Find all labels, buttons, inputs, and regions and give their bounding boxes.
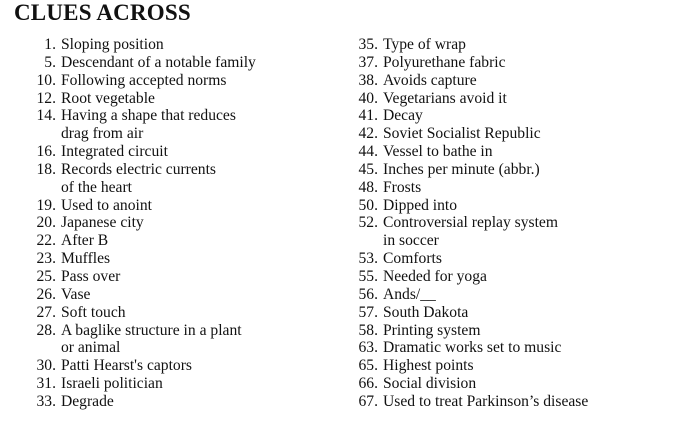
clue-item (24, 322, 342, 340)
clue-number: 28. (36, 321, 56, 339)
clue-item (346, 393, 666, 411)
clue-number: 52. (358, 214, 378, 232)
clue-item (346, 125, 666, 143)
clue-number: 48. (358, 178, 378, 196)
clue-item (346, 107, 666, 125)
clue-number: 20. (36, 214, 56, 232)
clue-item (346, 54, 666, 72)
clue-item (24, 161, 342, 179)
clue-item (24, 268, 342, 286)
clue-item (346, 250, 666, 268)
clue-number: 31. (36, 375, 56, 393)
clue-text: Polyurethane fabric (383, 53, 506, 71)
clue-item (24, 197, 342, 215)
clue-text: A baglike structure in a plant (61, 321, 242, 339)
clue-text: Japanese city (61, 214, 144, 232)
clue-item (24, 357, 342, 375)
clue-item (24, 54, 342, 72)
clue-text: Soft touch (61, 303, 126, 321)
clue-text: Used to treat Parkinson’s disease (383, 392, 589, 410)
clue-text: Root vegetable (61, 89, 155, 107)
clue-item (346, 161, 666, 179)
clue-number: 66. (358, 375, 378, 393)
clue-text: Dramatic works set to music (383, 339, 562, 357)
clue-item (346, 214, 666, 232)
clue-item (24, 72, 342, 90)
clue-item (24, 250, 342, 268)
clue-item (24, 375, 342, 393)
left-clue-column (24, 36, 342, 411)
clue-text: Muffles (61, 250, 111, 268)
clue-number: 58. (358, 321, 378, 339)
clue-number: 37. (358, 53, 378, 71)
clue-number: 56. (358, 285, 378, 303)
clue-item (346, 375, 666, 393)
clue-item (346, 286, 666, 304)
clue-number: 30. (36, 357, 56, 375)
clue-item (346, 143, 666, 161)
clue-text: Vessel to bathe in (383, 143, 493, 161)
clue-number: 55. (358, 267, 378, 285)
clue-text: Vase (61, 285, 91, 303)
clue-number: 19. (36, 196, 56, 214)
clue-number: 41. (358, 107, 378, 125)
clue-text: Integrated circuit (61, 143, 168, 161)
clue-number: 63. (358, 339, 378, 357)
clue-text: Records electric currents (61, 160, 216, 178)
clue-text: Soviet Socialist Republic (383, 125, 541, 143)
clue-number: 25. (36, 267, 56, 285)
clue-text: After B (61, 232, 109, 250)
clue-text: Degrade (61, 392, 114, 410)
clue-text: Sloping position (61, 36, 164, 53)
clue-number: 1. (44, 36, 56, 53)
clue-item (24, 90, 342, 108)
clue-number: 65. (358, 357, 378, 375)
page-title: CLUES ACROSS (14, 0, 191, 25)
clue-item (24, 286, 342, 304)
clue-number: 26. (36, 285, 56, 303)
clue-item (346, 90, 666, 108)
clue-number: 67. (358, 392, 378, 410)
clue-text: South Dakota (383, 303, 469, 321)
clue-text: Used to anoint (61, 196, 152, 214)
clue-text: Vegetarians avoid it (383, 89, 507, 107)
clue-item (24, 143, 342, 161)
clue-number: 38. (358, 71, 378, 89)
clue-number: 42. (358, 125, 378, 143)
clue-text: Controversial replay system (383, 214, 558, 232)
clue-number: 57. (358, 303, 378, 321)
clue-item (346, 72, 666, 90)
clue-text: Comforts (383, 250, 442, 268)
clue-number: 14. (36, 107, 56, 125)
clue-text: Patti Hearst's captors (61, 357, 192, 375)
clue-text-continuation: of the heart (61, 178, 133, 196)
clue-number: 33. (36, 392, 56, 410)
clue-text-continuation: drag from air (61, 125, 144, 143)
clue-number: 10. (36, 71, 56, 89)
clue-number: 16. (36, 143, 56, 161)
clue-number: 44. (358, 143, 378, 161)
clue-item (24, 107, 342, 125)
clue-text: Printing system (383, 321, 481, 339)
clue-number: 22. (36, 232, 56, 250)
right-clue-column (346, 36, 666, 411)
clue-text: Descendant of a notable family (61, 53, 256, 71)
clue-text: Dipped into (383, 196, 458, 214)
clue-item (24, 304, 342, 322)
clue-number: 50. (358, 196, 378, 214)
clue-text: Pass over (61, 267, 121, 285)
clue-item (24, 36, 342, 54)
clue-item (24, 214, 342, 232)
clue-text: Highest points (383, 357, 474, 375)
clue-text: Ands/__ (383, 285, 436, 303)
clue-item (346, 268, 666, 286)
clue-item (346, 357, 666, 375)
clue-text: Decay (383, 107, 423, 125)
clue-number: 40. (358, 89, 378, 107)
clue-number: 53. (358, 250, 378, 268)
clue-number: 35. (358, 36, 378, 53)
clue-text: Needed for yoga (383, 267, 487, 285)
clue-item (346, 179, 666, 197)
clue-text: Israeli politician (61, 375, 163, 393)
clue-number: 12. (36, 89, 56, 107)
clue-text-continuation: in soccer (383, 232, 439, 250)
clue-item (346, 304, 666, 322)
clue-text: Inches per minute (abbr.) (383, 160, 540, 178)
clue-item (346, 322, 666, 340)
clue-item (346, 36, 666, 54)
clue-text: Type of wrap (383, 36, 466, 53)
clue-number: 23. (36, 250, 56, 268)
clue-text-continuation: or animal (61, 339, 121, 357)
clue-text: Following accepted norms (61, 71, 227, 89)
clue-item (346, 197, 666, 215)
clue-item (24, 393, 342, 411)
clue-text: Social division (383, 375, 477, 393)
clue-number: 5. (44, 53, 56, 71)
clue-number: 45. (358, 160, 378, 178)
clue-number: 27. (36, 303, 56, 321)
clue-text: Having a shape that reduces (61, 107, 236, 125)
clue-text: Avoids capture (383, 71, 477, 89)
clue-item (346, 339, 666, 357)
clue-item (24, 232, 342, 250)
clue-text: Frosts (383, 178, 422, 196)
clue-number: 18. (36, 160, 56, 178)
